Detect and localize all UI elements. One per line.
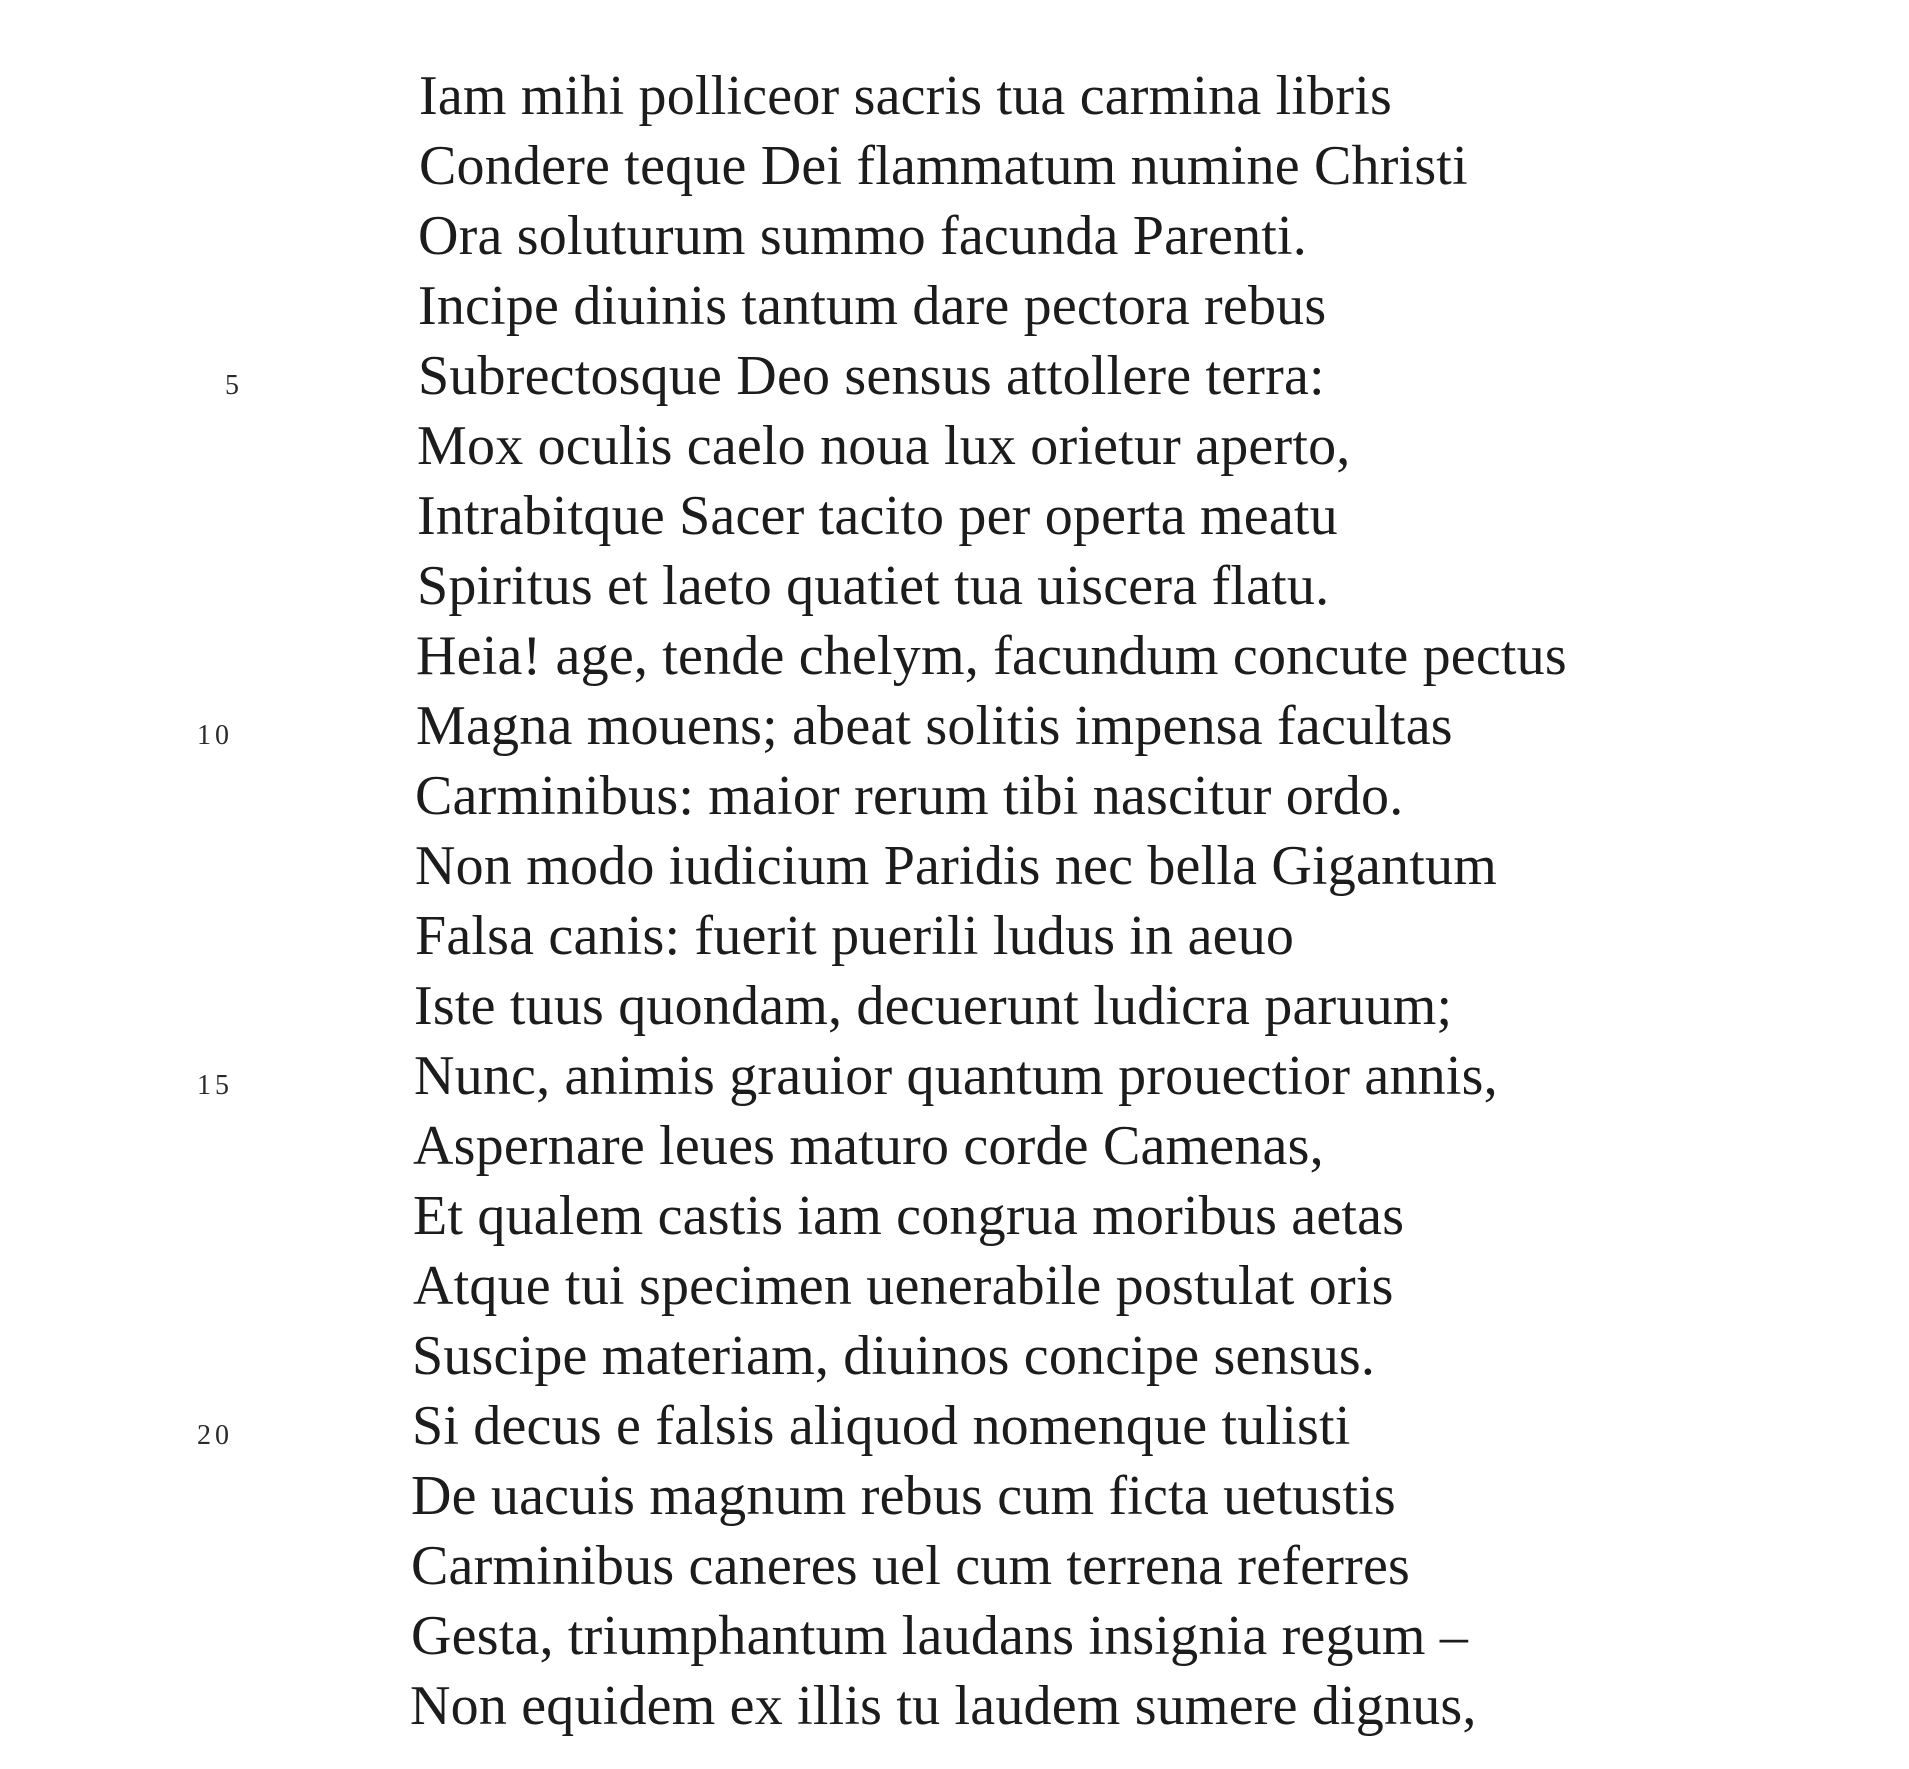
line-number-20: 20 (197, 1420, 233, 1451)
verse-line-19: Suscipe materiam, diuinos concipe sensus. (412, 1325, 1376, 1387)
verse-line-15: Nunc, animis grauior quantum prouectior annis, (414, 1045, 1498, 1107)
verse-line-5: Subrectosque Deo sensus attollere terra: (418, 345, 1325, 407)
verse-line-9: Heia! age, tende chelym, facundum concute pectus (416, 625, 1567, 687)
verse-line-11: Carminibus: maior rerum tibi nascitur ordo. (415, 765, 1404, 827)
verse-line-16: Aspernare leues maturo corde Camenas, (413, 1115, 1324, 1177)
verse-line-6: Mox oculis caelo noua lux orietur aperto, (417, 415, 1351, 477)
verse-line-14: Iste tuus quondam, decuerunt ludicra paruum; (414, 975, 1453, 1037)
verse-line-4: Incipe diuinis tantum dare pectora rebus (418, 275, 1327, 337)
verse-line-1: Iam mihi polliceor sacris tua carmina libris (419, 65, 1392, 127)
line-number-5: 5 (225, 370, 243, 401)
line-number-10: 10 (197, 720, 233, 751)
verse-line-12: Non modo iudicium Paridis nec bella Gigantum (415, 835, 1497, 897)
verse-line-2: Condere teque Dei flammatum numine Christi (419, 135, 1468, 197)
verse-line-10: Magna mouens; abeat solitis impensa facultas (416, 695, 1453, 757)
line-number-15: 15 (197, 1070, 233, 1101)
verse-line-13: Falsa canis: fuerit puerili ludus in aeuo (415, 905, 1295, 967)
verse-line-21: De uacuis magnum rebus cum ficta uetustis (411, 1465, 1396, 1527)
verse-line-23: Gesta, triumphantum laudans insignia regum – (411, 1605, 1469, 1667)
verse-line-22: Carminibus caneres uel cum terrena referres (411, 1535, 1410, 1597)
verse-line-18: Atque tui specimen uenerabile postulat oris (413, 1255, 1394, 1317)
verse-line-8: Spiritus et laeto quatiet tua uiscera flatu. (417, 555, 1330, 617)
verse-line-7: Intrabitque Sacer tacito per operta meatu (417, 485, 1338, 547)
verse-line-17: Et qualem castis iam congrua moribus aetas (413, 1185, 1405, 1247)
verse-line-20: Si decus e falsis aliquod nomenque tulisti (412, 1395, 1351, 1457)
verse-line-3: Ora soluturum summo facunda Parenti. (418, 205, 1308, 267)
verse-line-24: Non equidem ex illis tu laudem sumere dignus, (410, 1675, 1477, 1737)
